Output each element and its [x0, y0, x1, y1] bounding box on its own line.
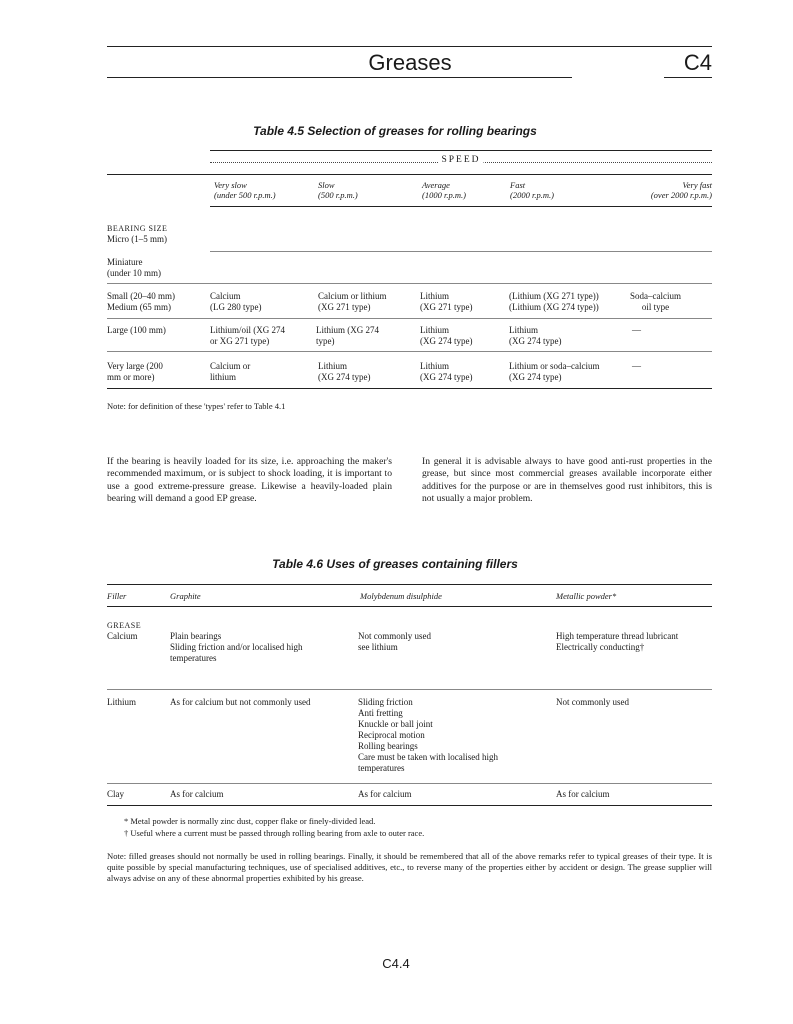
table-4-5-top-rule: [210, 150, 712, 151]
page-number: C4.4: [382, 956, 410, 971]
small-medium-average: Lithium (XG 271 type): [420, 291, 473, 312]
large-average: Lithium (XG 274 type): [420, 325, 473, 346]
row-very-large-label: Very large (200 mm or more): [107, 361, 163, 382]
lithium-moly: Sliding friction Anti fretting Knuckle or ball joint Reciprocal motion Rolling bearings Care must be taken with localised high temperatures: [358, 697, 498, 773]
row-micro-rule: [210, 251, 712, 252]
speed-fast: Fast (2000 r.p.m.): [510, 180, 554, 200]
row-large-label: Large (100 mm): [107, 325, 166, 335]
speed-very-slow: Very slow (under 500 r.p.m.): [214, 180, 276, 200]
table-4-6-caption: Table 4.6 Uses of greases containing fillers: [272, 557, 518, 571]
clay-filler: Clay: [107, 789, 124, 799]
grease-label: GREASE: [107, 621, 142, 630]
header-metallic: Metallic powder*: [556, 591, 617, 601]
footnote-metal-powder: * Metal powder is normally zinc dust, copper flake or finely-divided lead.: [124, 816, 376, 826]
table-4-6-top-rule: [107, 584, 712, 585]
table-4-5-bottom-rule: [107, 388, 712, 389]
row-micro-label: Micro (1–5 mm): [107, 234, 167, 244]
clay-metal: As for calcium: [556, 789, 610, 799]
clay-graphite: As for calcium: [170, 789, 224, 799]
footnote-current: † Useful where a current must be passed through rolling bearing from axle to outer race.: [124, 828, 425, 838]
clay-moly: As for calcium: [358, 789, 412, 799]
large-fast: Lithium (XG 274 type): [509, 325, 562, 346]
small-medium-very-fast: Soda–calcium oil type: [630, 291, 681, 312]
header-top-rule: [107, 46, 712, 47]
table-4-6-bottom-rule: [107, 805, 712, 806]
small-medium-slow: Calcium or lithium (XG 271 type): [318, 291, 387, 312]
calcium-moly: Not commonly used see lithium: [358, 631, 431, 652]
body-text-left: If the bearing is heavily loaded for its size, i.e. approaching the maker's recommended maximum, or is subject to shock loading, it is important to use a good extreme-pressure grease. Likewise a heavily-loaded plain bearing will demand a good EP grease.: [107, 456, 392, 505]
row-calcium-rule: [107, 689, 712, 690]
very-large-fast: Lithium or soda–calcium (XG 274 type): [509, 361, 600, 382]
small-medium-fast: (Lithium (XG 271 type)) (Lithium (XG 274 type)): [509, 291, 599, 312]
header-graphite: Graphite: [170, 591, 201, 601]
table-4-5-caption: Table 4.5 Selection of greases for rolling bearings: [253, 124, 537, 138]
bearing-size-label: BEARING SIZE: [107, 224, 168, 233]
row-miniature-label: Miniature (under 10 mm): [107, 257, 161, 278]
speed-header-rule: [107, 174, 712, 175]
speed-row: [210, 155, 712, 167]
calcium-filler: Calcium: [107, 631, 138, 641]
section-label: C4: [683, 50, 712, 75]
header-filler: Filler: [107, 591, 127, 601]
row-lithium-rule: [107, 783, 712, 784]
header-section-rule: [664, 77, 712, 78]
table-4-5-note: Note: for definition of these 'types' refer to Table 4.1: [107, 401, 286, 411]
row-small-medium-rule: [107, 318, 712, 319]
table-4-6-note: Note: filled greases should not normally be used in rolling bearings. Finally, it should be remembered that all of the above remarks refer to typical greases of their type. It is quite possible by special manufacturing techniques, use of specialised additives, etc., to reverse many of the properties either by accident or design. The grease supplier will always advise on any of these abnormal properties exhibited by his grease.: [107, 851, 712, 884]
header-bottom-rule: [107, 77, 572, 78]
very-large-very-fast: —: [632, 361, 641, 371]
very-large-very-slow: Calcium or lithium: [210, 361, 251, 382]
speed-average: Average (1000 r.p.m.): [422, 180, 466, 200]
speed-slow: Slow (500 r.p.m.): [318, 180, 358, 200]
lithium-metal: Not commonly used: [556, 697, 629, 707]
row-miniature-rule: [107, 283, 712, 284]
speeds-bottom-rule: [210, 206, 712, 207]
table-4-6-header-rule: [107, 606, 712, 607]
very-large-slow: Lithium (XG 274 type): [318, 361, 371, 382]
header-molybdenum: Molybdenum disulphide: [360, 591, 442, 601]
large-slow: Lithium (XG 274 type): [316, 325, 379, 346]
large-very-fast: —: [632, 325, 641, 335]
lithium-graphite: As for calcium but not commonly used: [170, 697, 311, 707]
small-medium-very-slow: Calcium (LG 280 type): [210, 291, 262, 312]
speed-label: SPEED: [438, 155, 483, 165]
row-small-medium-label: Small (20–40 mm) Medium (65 mm): [107, 291, 175, 312]
body-text-right: In general it is advisable always to have good anti-rust properties in the grease, but since most commercial greases available incorporate either additives for the purpose or are in themselves good rust inhibitors, this is not usually a major problem.: [422, 456, 712, 505]
calcium-graphite: Plain bearings Sliding friction and/or localised high temperatures: [170, 631, 303, 663]
very-large-average: Lithium (XG 274 type): [420, 361, 473, 382]
row-large-rule: [107, 351, 712, 352]
page-title: Greases: [368, 50, 452, 75]
speed-very-fast: Very fast (over 2000 r.p.m.): [650, 180, 712, 200]
large-very-slow: Lithium/oil (XG 274 or XG 271 type): [210, 325, 285, 346]
lithium-filler: Lithium: [107, 697, 136, 707]
calcium-metal: High temperature thread lubricant Electrically conducting†: [556, 631, 679, 652]
